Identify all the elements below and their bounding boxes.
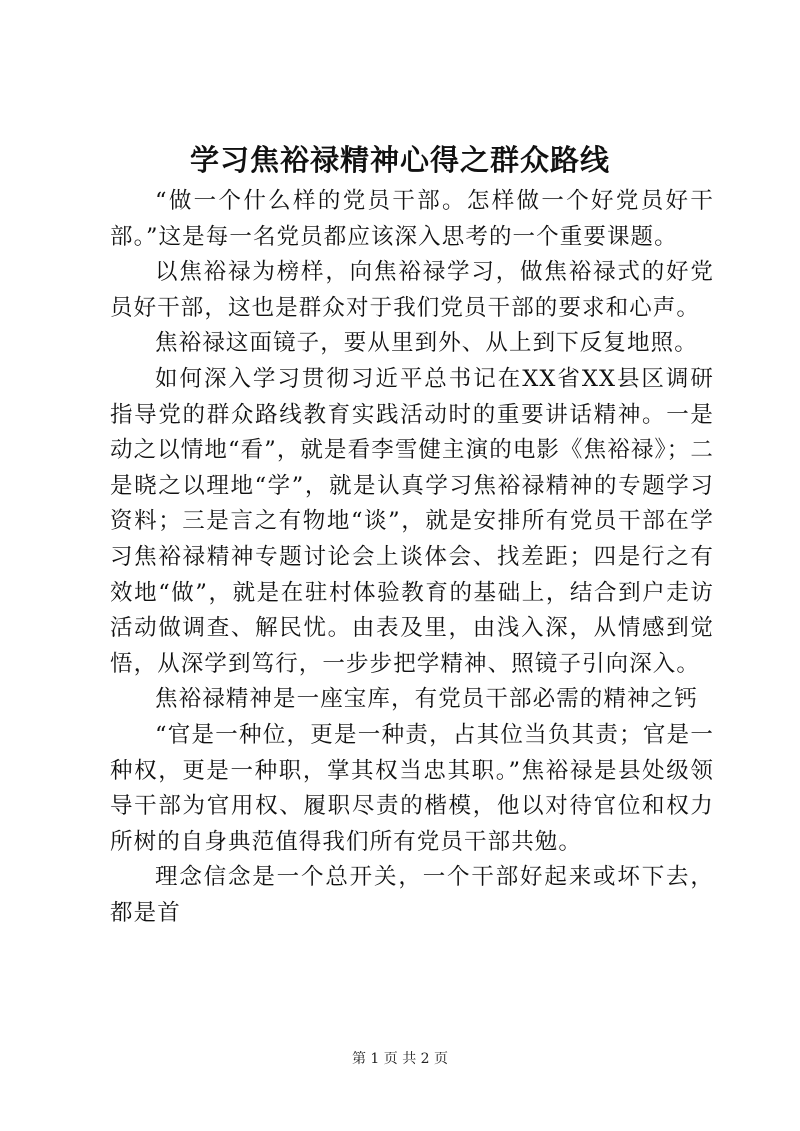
page-footer: 第 1 页 共 2 页: [351, 1051, 449, 1067]
document-body: [110, 184, 714, 931]
paragraph: 焦裕禄这面镜子，要从里到外、从上到下反复地照。: [155, 330, 698, 357]
paragraph: 如何深入学习贯彻习近平总书记在XX省XX县区调研指导党的群众路线教育实践活动时的重要讲话精神。一是动之以情地“看”，就是看李雪健主演的电影《焦裕禄》；二是晓之以理地“学”，就是认真学习焦裕禄精神的专题学习资料；三是言之有物地“谈”，就是安排所有党员干部在学习焦裕禄精神专题讨论会上谈体会、找差距；四是行之有效地“做”，就是在驻村体验教育的基础上，结合到户走访活动做调查、解民忧。由表及里，由浅入深，从情感到觉悟，从深学到笃行，一步步把学精神、照镜子引向深入。: [110, 365, 714, 677]
paragraph: 理念信念是一个总开关，一个干部好起来或坏下去，都是首: [110, 864, 714, 926]
paragraph: “官是一种位，更是一种责，占其位当负其责；官是一种权，更是一种职，掌其权当忠其职。”焦裕禄是县处级领导干部为官用权、履职尽责的楷模，他以对待官位和权力所树的自身典范值得我们所有党员干部共勉。: [110, 721, 714, 855]
paragraph: 焦裕禄精神是一座宝库，有党员干部必需的精神之钙: [155, 686, 698, 713]
document-title: 学习焦裕禄精神心得之群众路线: [189, 143, 610, 177]
paragraph: “做一个什么样的党员干部。怎样做一个好党员好干部。”这是每一名党员都应该深入思考的一个重要课题。: [110, 188, 714, 250]
paragraph: 以焦裕禄为榜样，向焦裕禄学习，做焦裕禄式的好党员好干部，这也是群众对于我们党员干部的要求和心声。: [110, 259, 714, 321]
